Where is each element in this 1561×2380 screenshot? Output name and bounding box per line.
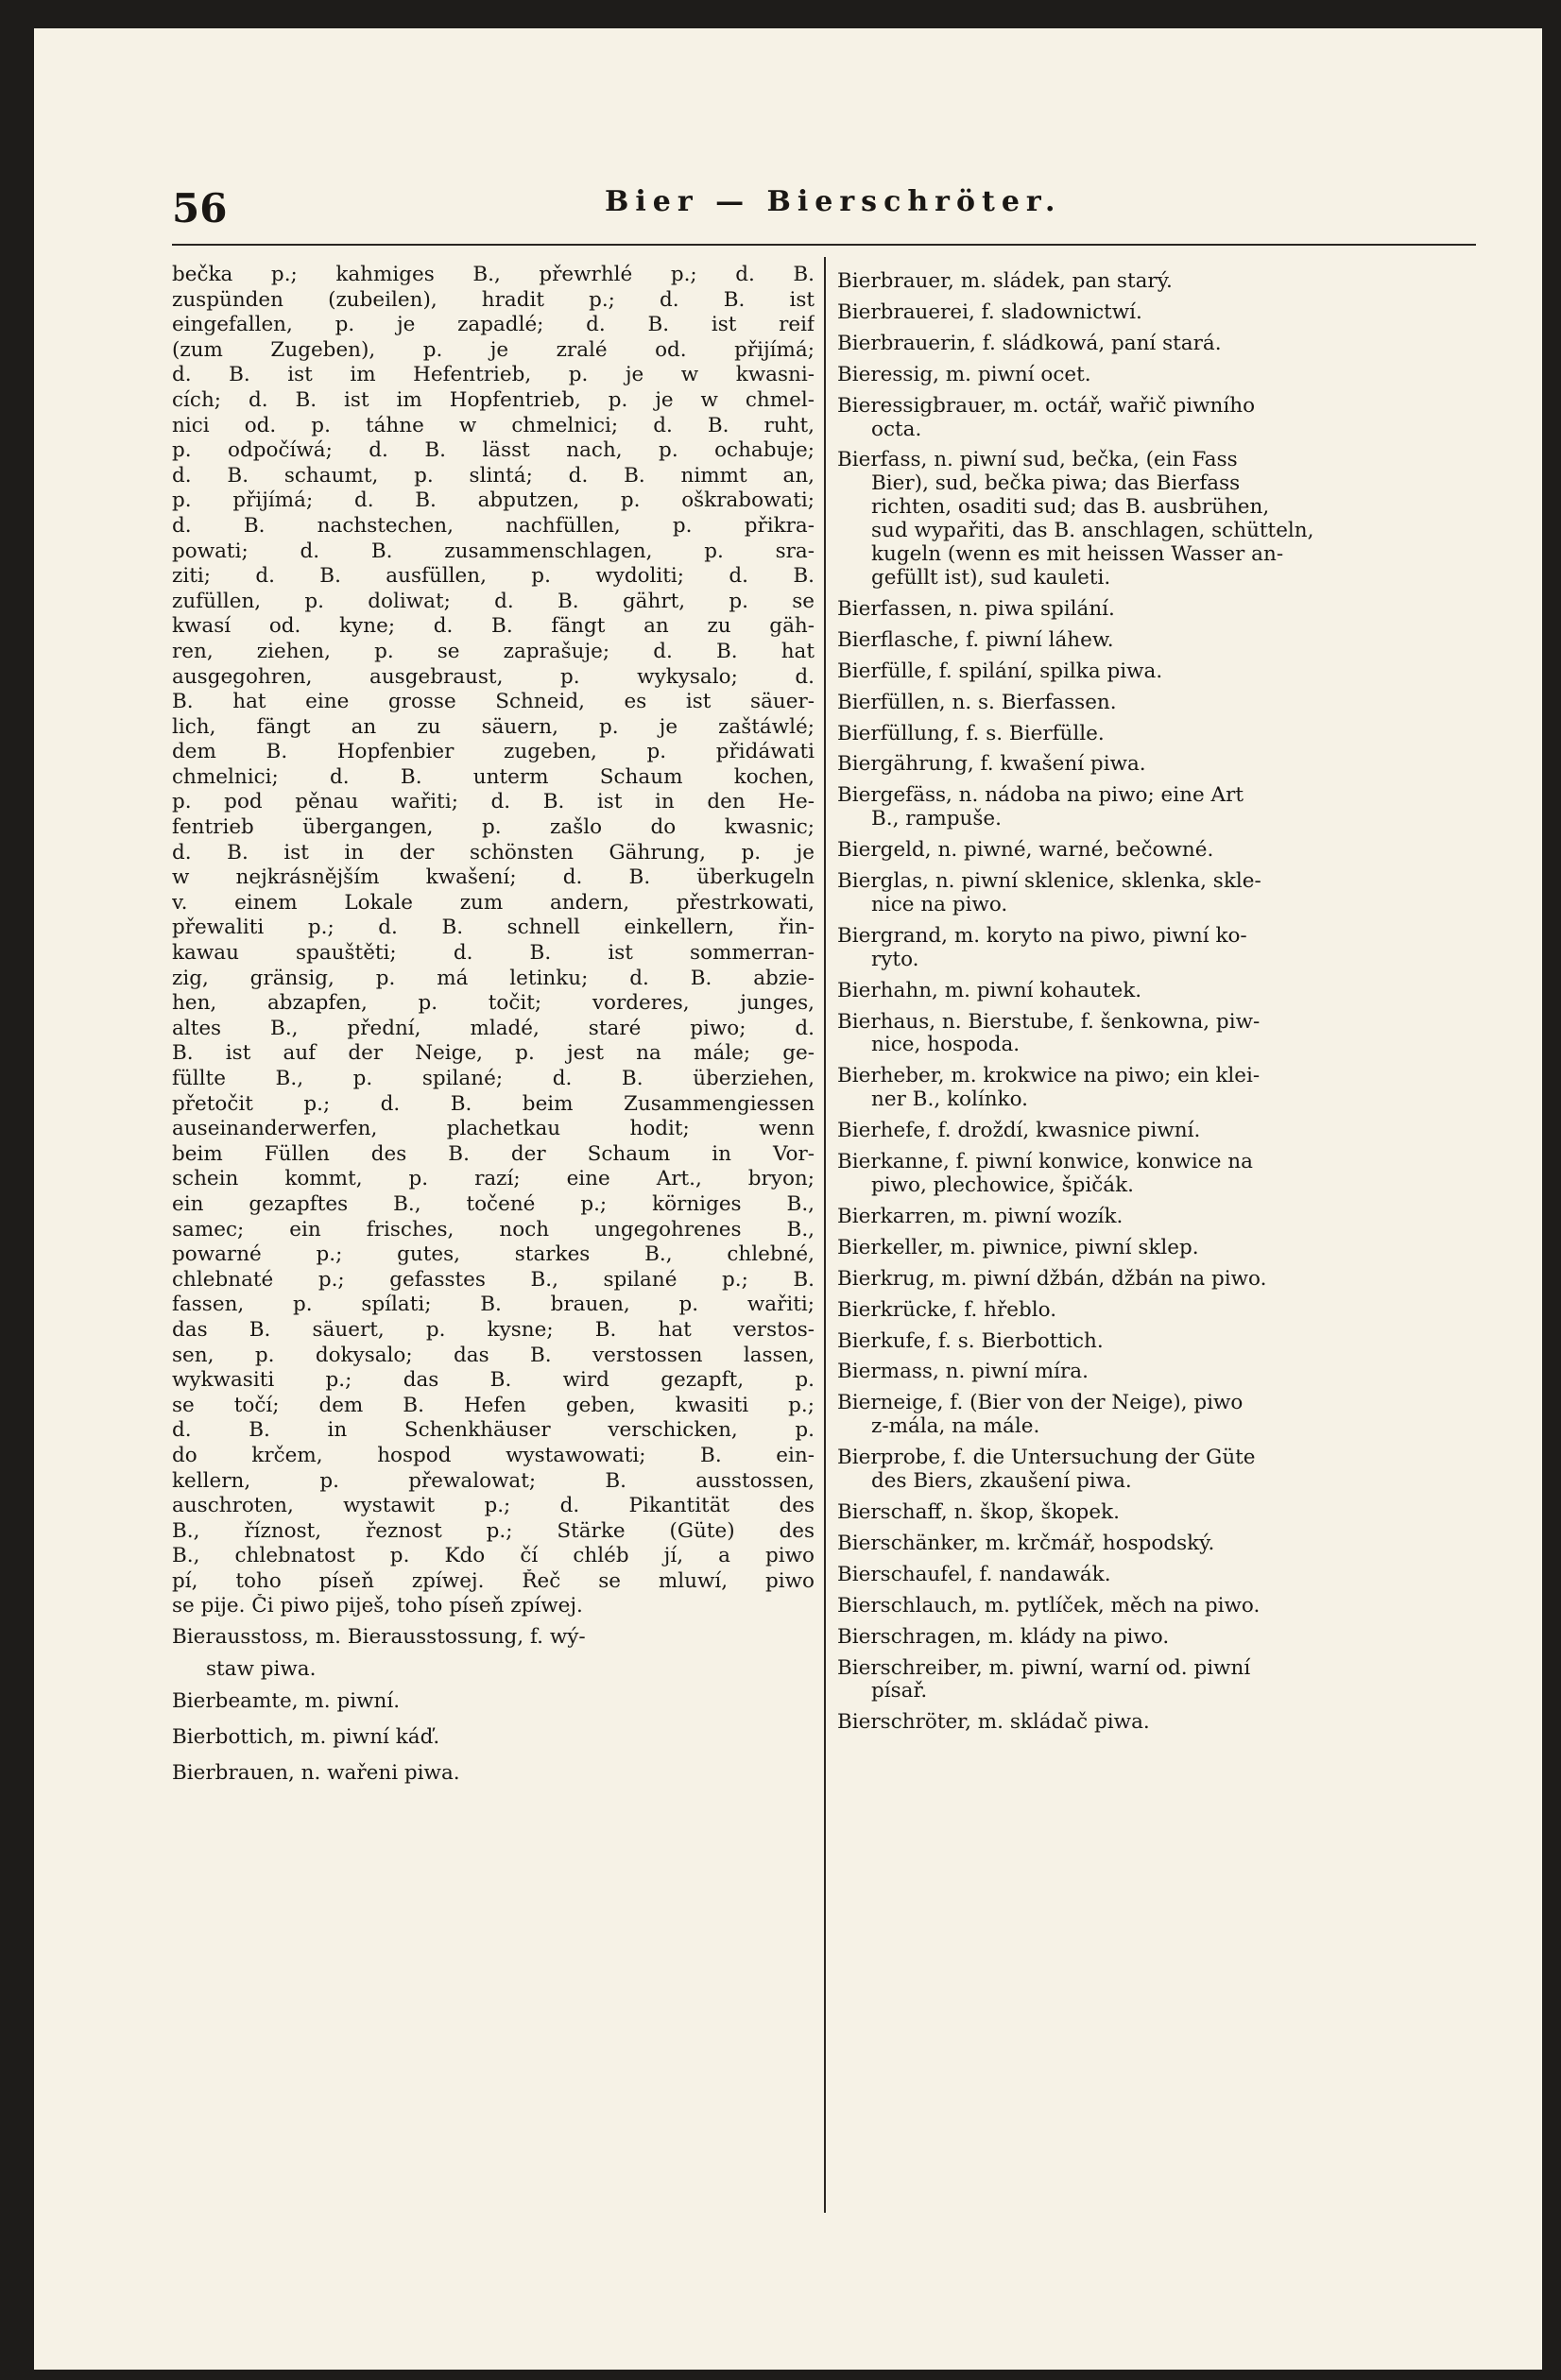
entry-headword-line: Bierschaff, n. škop, škopek.: [837, 1499, 1120, 1524]
dictionary-entry: [837, 1704, 1476, 1735]
dictionary-entry: [837, 917, 1476, 972]
dictionary-entry: [837, 715, 1476, 746]
dictionary-entry: [837, 1292, 1476, 1323]
text-line: se točí; dem B. Hefen geben, kwasiti p.;: [172, 1393, 815, 1417]
dictionary-entry: [837, 1229, 1476, 1260]
dictionary-entry: [837, 1494, 1476, 1525]
right-column: [837, 263, 1476, 1735]
entry-continuation-line: Bier), sud, bečka piwa; das Bierfass: [871, 472, 1241, 496]
entry-headword-line: Bierfüllen, n. s. Bierfassen.: [837, 690, 1117, 714]
text-line: cích; d. B. ist im Hopfentrieb, p. je w chmel-: [172, 387, 815, 412]
text-line: ziti; d. B. ausfüllen, p. wydoliti; d. B.: [172, 564, 815, 589]
text-line: schein kommt, p. razí; eine Art., bryon;: [172, 1167, 815, 1191]
entry-continuation-line: ryto.: [871, 948, 919, 971]
dictionary-entry: [837, 1353, 1476, 1384]
entry-headword-line: Bierkrücke, f. hřeblo.: [837, 1297, 1057, 1322]
dictionary-entry: [837, 1323, 1476, 1354]
entry-headword-line: Bierfassen, n. piwa spilání.: [837, 596, 1115, 621]
dictionary-entry: [172, 1755, 815, 1791]
text-line: do krčem, hospod wystawowati; B. ein-: [172, 1443, 815, 1467]
text-line: se pije. Či piwo piješ, toho píseň zpíwej.: [172, 1594, 583, 1618]
entry-headword-line: Bierfülle, f. spilání, spilka piwa.: [837, 659, 1163, 683]
entry-headword-line: Bierbeamte, m. piwní.: [172, 1689, 401, 1714]
dictionary-entry: [837, 1143, 1476, 1198]
text-line: powarné p.; gutes, starkes B., chlebné,: [172, 1242, 815, 1267]
dictionary-entry: [837, 1556, 1476, 1587]
dictionary-entry: [837, 294, 1476, 325]
entry-headword-line: Biergrand, m. koryto na piwo, piwní ko-: [837, 923, 1247, 948]
text-line: kellern, p. přewalowat; B. ausstossen,: [172, 1468, 815, 1493]
entry-headword-line: Bierschragen, m. klády na piwo.: [837, 1624, 1170, 1649]
entry-headword-line: Bierkarren, m. piwní wozík.: [837, 1204, 1124, 1228]
entry-headword-line: Bierkrug, m. piwní džbán, džbán na piwo.: [837, 1266, 1267, 1291]
dictionary-entry: [837, 777, 1476, 831]
entry-headword-line: Bierschlauch, m. pytlíček, měch na piwo.: [837, 1593, 1261, 1618]
text-line: ren, ziehen, p. se zaprašuje; d. B. hat: [172, 639, 815, 663]
left-column: [172, 263, 815, 1791]
dictionary-entry: [837, 622, 1476, 653]
dictionary-entry: [837, 1439, 1476, 1494]
text-line: nici od. p. táhne w chmelnici; d. B. ruht,: [172, 413, 815, 437]
entry-continuation-line: staw piwa.: [206, 1657, 317, 1682]
dictionary-entry: [837, 591, 1476, 622]
entry-continuation-line: kugeln (wenn es mit heissen Wasser an-: [871, 543, 1284, 567]
dictionary-entry: [837, 684, 1476, 715]
text-line: p. přijímá; d. B. abputzen, p. oškrabowati;: [172, 488, 815, 513]
text-line: p. odpočíwá; d. B. lässt nach, p. ochabuje;: [172, 438, 815, 463]
dictionary-entry: [837, 745, 1476, 777]
text-line: sen, p. dokysalo; das B. verstossen lassen,: [172, 1343, 815, 1367]
entry-headword-line: Bierhaus, n. Bierstube, f. šenkowna, piw-: [837, 1009, 1261, 1034]
dictionary-entry: [837, 1618, 1476, 1650]
text-line: B. hat eine grosse Schneid, es ist säuer-: [172, 690, 815, 714]
entry-headword-line: Bierheber, m. krokwice na piwo; ein klei-: [837, 1064, 1261, 1088]
dictionary-entry: [837, 653, 1476, 684]
text-line: B., chlebnatost p. Kdo čí chléb jí, a piwo: [172, 1544, 815, 1568]
dictionary-entry: [837, 972, 1476, 1003]
dictionary-entry: [837, 263, 1476, 294]
dictionary-entry: [837, 1003, 1476, 1058]
text-line: přetočit p.; d. B. beim Zusammengiessen: [172, 1091, 815, 1116]
dictionary-entry: [837, 356, 1476, 387]
entry-continuation-line: nice, hospoda.: [871, 1034, 1021, 1057]
entry-headword-line: Bierfass, n. piwní sud, bečka, (ein Fass: [837, 448, 1238, 472]
text-line: zufüllen, p. doliwat; d. B. gährt, p. se: [172, 589, 815, 613]
entry-headword-line: Biergefäss, n. nádoba na piwo; eine Art: [837, 783, 1244, 808]
left-column-entries: [172, 1619, 815, 1791]
entry-headword-line: Biermass, n. piwní míra.: [837, 1360, 1089, 1384]
entry-headword-line: Bierbottich, m. piwní káď.: [172, 1725, 440, 1750]
dictionary-entry: [837, 1650, 1476, 1704]
text-line: ein gezapftes B., točené p.; körniges B.,: [172, 1191, 815, 1216]
text-line: pí, toho píseň zpíwej. Řeč se mluwí, piwo: [172, 1568, 815, 1593]
dictionary-entry: [837, 863, 1476, 917]
text-line: přewaliti p.; d. B. schnell einkellern, řin-: [172, 916, 815, 940]
page-number: 56: [172, 185, 228, 231]
entry-continuation-line: octa.: [871, 418, 922, 441]
text-line: altes B., přední, mladé, staré piwo; d.: [172, 1016, 815, 1040]
entry-continuation-line: z-mála, na mále.: [871, 1415, 1040, 1439]
entry-headword-line: Bierglas, n. piwní sklenice, sklenka, skle-: [837, 869, 1261, 894]
entry-headword-line: Bierschaufel, f. nandawák.: [837, 1562, 1111, 1586]
dictionary-entry: [172, 1684, 815, 1720]
entry-headword-line: Bierneige, f. (Bier von der Neige), piwo: [837, 1391, 1244, 1415]
entry-headword-line: Bierbrauen, n. wařeni piwa.: [172, 1761, 460, 1786]
entry-headword-line: Bierflasche, f. piwní láhew.: [837, 627, 1114, 652]
dictionary-entry: [172, 1619, 815, 1684]
text-line: bečka p.; kahmiges B., přewrhlé p.; d. B.: [172, 263, 815, 286]
entry-continuation-line: písař.: [871, 1680, 928, 1704]
right-column-entries: [837, 263, 1476, 1735]
text-line: p. pod pěnau wařiti; d. B. ist in den He-: [172, 790, 815, 814]
entry-continuation-line: des Biers, zkaušení piwa.: [871, 1470, 1132, 1494]
dictionary-entry: [837, 1587, 1476, 1618]
text-line: d. B. ist im Hefentrieb, p. je w kwasni-: [172, 363, 815, 387]
entry-continuation-line: piwo, plechowice, špičák.: [871, 1174, 1134, 1197]
text-line: (zum Zugeben), p. je zralé od. přijímá;: [172, 337, 815, 362]
entry-headword-line: Bierhefe, f. droždí, kwasnice piwní.: [837, 1119, 1201, 1143]
entry-headword-line: Bierschreiber, m. piwní, warní od. piwní: [837, 1655, 1251, 1680]
dictionary-entry: [837, 1112, 1476, 1143]
dictionary-entry: [837, 1198, 1476, 1229]
text-line: das B. säuert, p. kysne; B. hat verstos-: [172, 1317, 815, 1342]
text-line: wykwasiti p.; das B. wird gezapft, p.: [172, 1368, 815, 1393]
entry-continuation-line: B., rampuše.: [871, 808, 1002, 831]
entry-headword-line: Bierschröter, m. skládač piwa.: [837, 1710, 1150, 1735]
entry-headword-line: Biergeld, n. piwné, warné, bečowné.: [837, 838, 1214, 863]
text-line: fentrieb übergangen, p. zašlo do kwasnic;: [172, 815, 815, 840]
text-line: hen, abzapfen, p. točit; vorderes, junges,: [172, 991, 815, 1016]
text-line: auseinanderwerfen, plachetkau hodit; wenn: [172, 1117, 815, 1141]
dictionary-entry: [837, 1384, 1476, 1439]
text-line: beim Füllen des B. der Schaum in Vor-: [172, 1141, 815, 1166]
dictionary-entry: [837, 325, 1476, 356]
dictionary-entry: [172, 1720, 815, 1755]
dictionary-entry: [837, 831, 1476, 863]
entry-headword-line: Bierschänker, m. krčmář, hospodský.: [837, 1531, 1215, 1555]
entry-headword-line: Bierbrauerin, f. sládkowá, paní stará.: [837, 331, 1222, 355]
entry-continuation-line: ner B., kolínko.: [871, 1088, 1028, 1112]
entry-headword-line: Bieressig, m. piwní ocet.: [837, 362, 1091, 386]
entry-continuation-line: nice na piwo.: [871, 893, 1008, 916]
text-line: powati; d. B. zusammenschlagen, p. sra-: [172, 539, 815, 563]
entry-continuation-line: richten, osaditi sud; das B. ausbrühen,: [871, 496, 1270, 520]
entry-headword-line: Bierkanne, f. piwní konwice, konwice na: [837, 1150, 1253, 1174]
text-line: d. B. ist in der schönsten Gährung, p. je: [172, 840, 815, 865]
dictionary-entry: [837, 1525, 1476, 1556]
left-column-paragraph: [172, 263, 815, 1619]
entry-continuation-line: gefüllt ist), sud kauleti.: [871, 566, 1111, 590]
entry-headword-line: Bierhahn, m. piwní kohautek.: [837, 978, 1142, 1002]
text-line: auschroten, wystawit p.; d. Pikantität des: [172, 1494, 815, 1518]
dictionary-entry: [837, 1260, 1476, 1292]
text-line: d. B. nachstechen, nachfüllen, p. přikra-: [172, 513, 815, 538]
entry-headword-line: Bierkufe, f. s. Bierbottich.: [837, 1328, 1104, 1353]
dictionary-entry: [837, 387, 1476, 442]
text-line: samec; ein frisches, noch ungegohrenes B.,: [172, 1217, 815, 1241]
text-line: ausgegohren, ausgebraust, p. wykysalo; d.: [172, 664, 815, 689]
entry-headword-line: Bierausstoss, m. Bierausstossung, f. wý-: [172, 1625, 586, 1650]
entry-headword-line: Bieressigbrauer, m. octář, wařič piwního: [837, 393, 1256, 418]
running-head: Bier — Bierschröter.: [605, 185, 1062, 218]
entry-headword-line: Bierbrauerei, f. sladownictwí.: [837, 300, 1142, 324]
entry-continuation-line: sud wypařiti, das B. anschlagen, schütteln,: [871, 520, 1314, 543]
text-line: chmelnici; d. B. unterm Schaum kochen,: [172, 764, 815, 789]
text-line: w nejkrásnějším kwašení; d. B. überkugeln: [172, 865, 815, 890]
text-line: dem B. Hopfenbier zugeben, p. přidáwati: [172, 740, 815, 764]
text-line: fassen, p. spílati; B. brauen, p. wařiti;: [172, 1293, 815, 1317]
text-line: zuspünden (zubeilen), hradit p.; d. B. ist: [172, 287, 815, 312]
header-rule: [172, 244, 1476, 246]
text-line: füllte B., p. spilané; d. B. überziehen,: [172, 1067, 815, 1090]
entry-headword-line: Bierprobe, f. die Untersuchung der Güte: [837, 1446, 1256, 1470]
text-line: chlebnaté p.; gefasstes B., spilané p.; B.: [172, 1267, 815, 1292]
text-line: zig, gränsig, p. má letinku; d. B. abzie-: [172, 966, 815, 990]
text-line: kwasí od. kyne; d. B. fängt an zu gäh-: [172, 614, 815, 639]
text-line: lich, fängt an zu säuern, p. je zaštáwlé;: [172, 714, 815, 739]
dictionary-entry: [837, 441, 1476, 590]
text-line: v. einem Lokale zum andern, přestrkowati,: [172, 890, 815, 915]
text-line: eingefallen, p. je zapadlé; d. B. ist reif: [172, 313, 815, 337]
text-line: d. B. in Schenkhäuser verschicken, p.: [172, 1418, 815, 1443]
entry-headword-line: Bierbrauer, m. sládek, pan starý.: [837, 269, 1173, 293]
text-line: kawau spauštěti; d. B. ist sommerran-: [172, 941, 815, 966]
entry-headword-line: Bierfüllung, f. s. Bierfülle.: [837, 721, 1105, 745]
entry-headword-line: Bierkeller, m. piwnice, piwní sklep.: [837, 1235, 1199, 1259]
text-line: B. ist auf der Neige, p. jest na mále; ge-: [172, 1041, 815, 1066]
text-line: B., říznost, řeznost p.; Stärke (Güte) des: [172, 1518, 815, 1543]
text-line: d. B. schaumt, p. slintá; d. B. nimmt an,: [172, 463, 815, 488]
column-divider: [824, 257, 826, 2213]
dictionary-entry: [837, 1057, 1476, 1112]
entry-headword-line: Biergährung, f. kwašení piwa.: [837, 752, 1146, 777]
